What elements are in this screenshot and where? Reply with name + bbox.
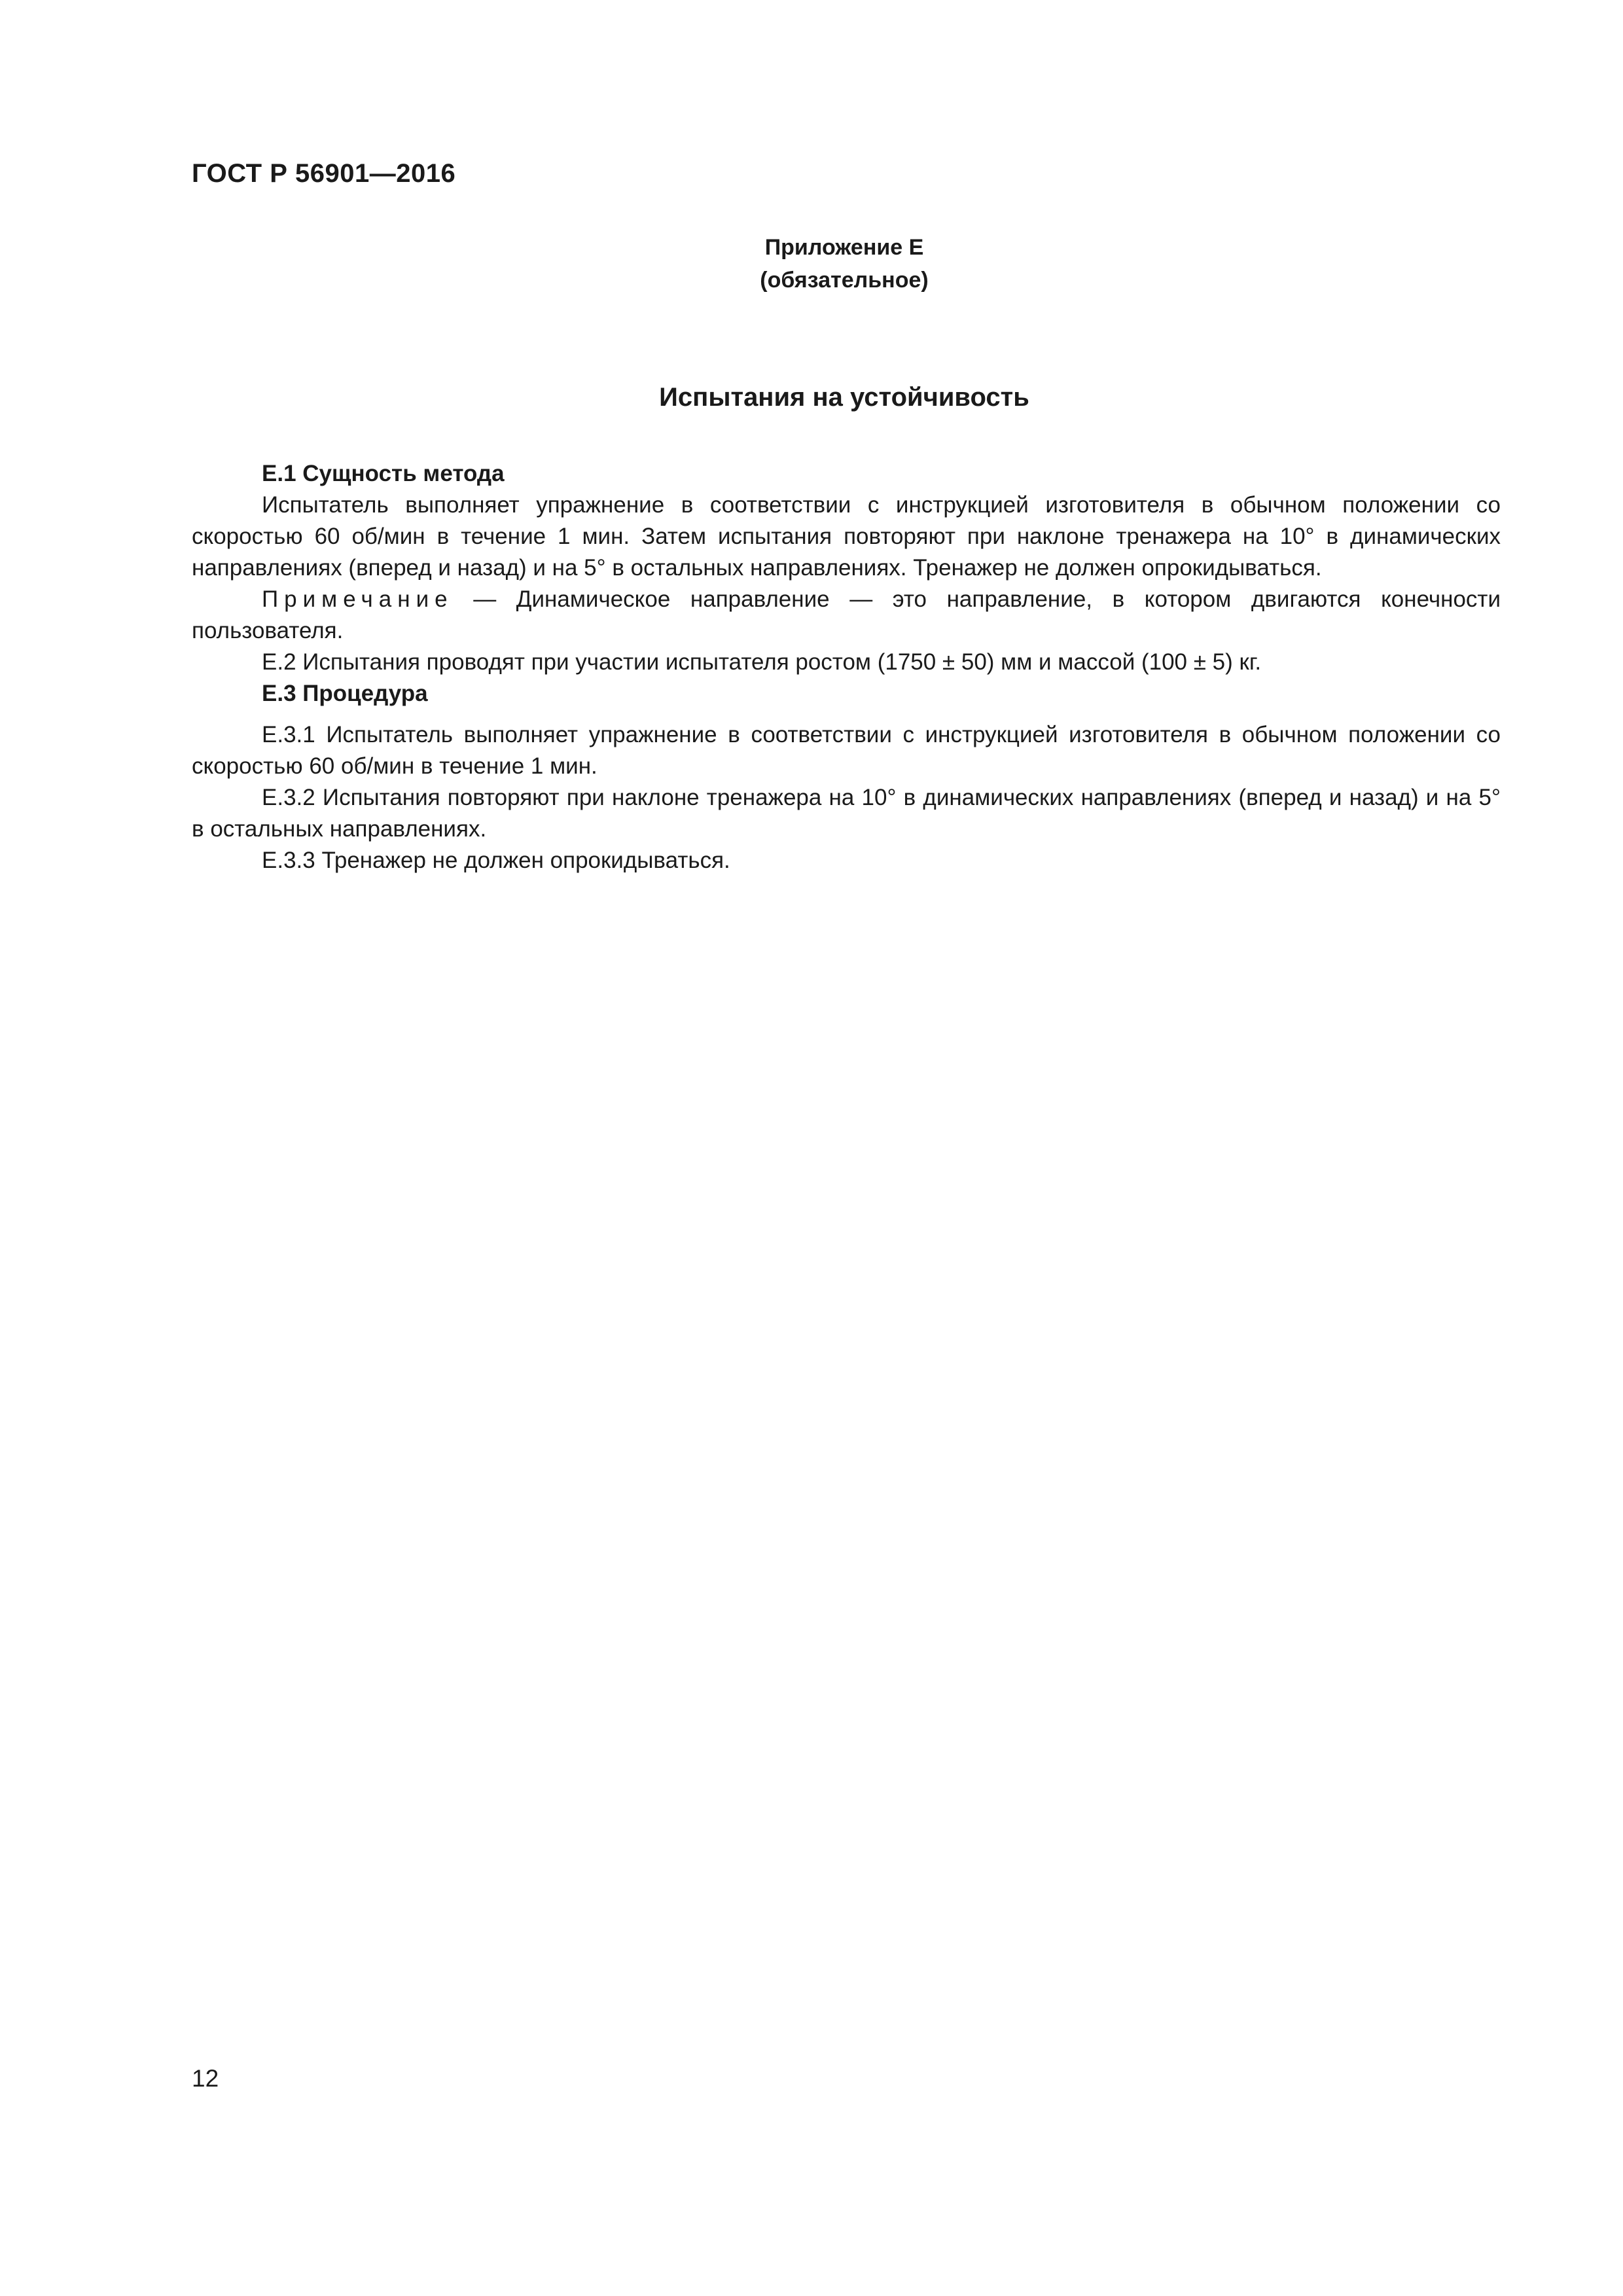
annex-title: Приложение Е xyxy=(764,235,924,260)
clause-e32-text: Е.3.2 Испытания повторяют при наклоне тренажера на 10° в динамических направлениях (вперед и назад) и на 5° в остальных направлениях. xyxy=(192,785,1501,842)
clause-e1-heading: Е.1 Сущность метода xyxy=(262,461,505,486)
document-number: ГОСТ Р 56901—2016 xyxy=(192,159,456,188)
section-title: Испытания на устойчивость xyxy=(659,383,1029,412)
clause-e3-heading: Е.3 Процедура xyxy=(262,681,428,706)
note-paragraph xyxy=(192,584,1501,647)
annex-heading xyxy=(0,231,1623,296)
clause-e33-text: Е.3.3 Тренажер не должен опрокидываться. xyxy=(262,848,730,873)
annex-status: (обязательное) xyxy=(760,268,929,293)
page-number: 12 xyxy=(192,2065,219,2092)
clause-e31-text: Е.3.1 Испытатель выполняет упражнение в соответствии с инструкцией изготовителя в обычном положении со скоростью 60 об/мин в течение 1 мин. xyxy=(192,722,1501,779)
document-body xyxy=(192,458,1501,876)
clause-e1-text: Испытатель выполняет упражнение в соответствии с инструкцией изготовителя в обычном положении со скоростью 60 об/мин в течение 1 мин. Затем испытания повторяют при наклоне тренажера на 10° в динамических направлениях (вперед и назад) и на 5° в остальных направлениях. Тренажер не должен опрокидываться. xyxy=(192,492,1501,581)
note-label: Примечание xyxy=(262,586,454,612)
clause-e2-text: Е.2 Испытания проводят при участии испытателя ростом (1750 ± 50) мм и массой (100 ± 5) кг. xyxy=(262,649,1262,675)
note-text: — Динамическое направление — это направление, в котором двигаются конечности пользователя. xyxy=(192,586,1501,643)
